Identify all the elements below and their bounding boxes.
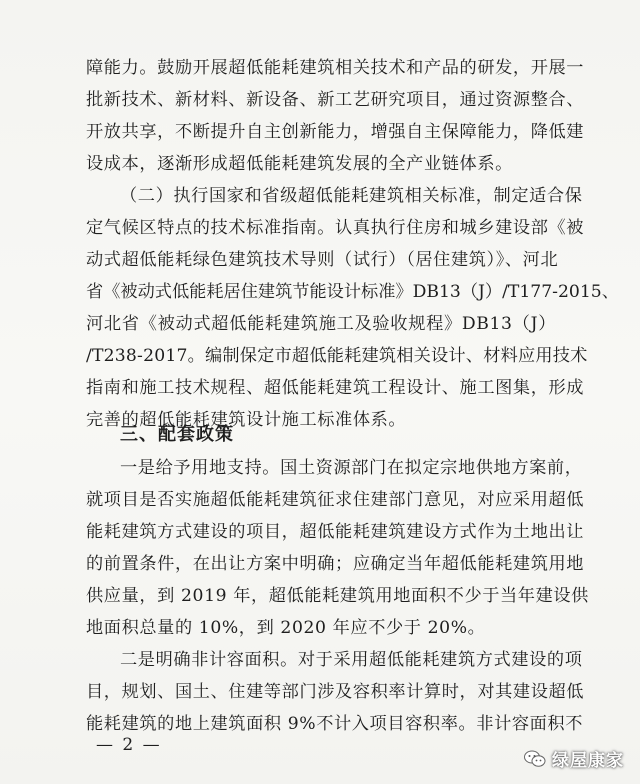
paragraph-line: 一是给予用地支持。国土资源部门在拟定宗地供地方案前， <box>120 458 583 478</box>
paragraph-line: 河北省《被动式超低能耗建筑施工及验收规程》DB13（J） <box>86 314 556 334</box>
section-heading: 三、配套政策 <box>120 424 234 445</box>
watermark <box>524 746 624 771</box>
paragraph-line: 开放共享，不断提升自主创新能力，增强自主保障能力，降低建 <box>86 122 585 142</box>
paragraph-line: 设成本，逐渐形成超低能耗建筑发展的全产业链体系。 <box>86 154 513 174</box>
paragraph-line: 批新技术、新材料、新设备、新工艺研究项目，通过资源整合、 <box>86 90 585 110</box>
paragraph-line: （二）执行国家和省级超低能耗建筑相关标准，制定适合保 <box>120 186 583 206</box>
paragraph-line: 动式超低能耗绿色建筑技术导则（试行）（居住建筑）》、河北 <box>86 250 559 270</box>
paragraph-line: 省《被动式低能耗居住建筑节能设计标准》DB13（J）/T177-2015、 <box>86 282 619 302</box>
paragraph-line: 完善的超低能耗建筑设计施工标准体系。 <box>86 410 407 430</box>
paragraph-line: 障能力。鼓励开展超低能耗建筑相关技术和产品的研发，开展一 <box>86 58 585 78</box>
paragraph-line: 指南和施工技术规程、超低能耗建筑工程设计、施工图集，形成 <box>86 378 585 398</box>
paragraph-line: 地面积总量的 10%，到 2020 年应不少于 20%。 <box>86 618 486 638</box>
paragraph-line: /T238-2017。编制保定市超低能耗建筑相关设计、材料应用技术 <box>86 346 588 366</box>
wechat-icon <box>524 750 546 768</box>
paragraph-line: 定气候区特点的技术标准指南。认真执行住房和城乡建设部《被 <box>86 218 585 238</box>
paragraph-line: 二是明确非计容面积。对于采用超低能耗建筑方式建设的项 <box>120 650 583 670</box>
paragraph-line: 的前置条件，在出让方案中明确；应确定当年超低能耗建筑用地 <box>86 554 585 574</box>
paragraph-line: 供应量，到 2019 年，超低能耗建筑用地面积不少于当年建设供 <box>86 586 589 606</box>
paragraph-line: 目，规划、国土、住建等部门涉及容积率计算时，对其建设超低 <box>86 682 585 702</box>
paragraph-line: 就项目是否实施超低能耗建筑征求住建部门意见，对应采用超低 <box>86 490 585 510</box>
paragraph-line: 能耗建筑的地上建筑面积 9%不计入项目容积率。非计容面积不 <box>86 714 584 734</box>
paragraph-line: 能耗建筑方式建设的项目，超低能耗建筑建设方式作为土地出让 <box>86 522 585 542</box>
page-number: — 2 — <box>96 735 162 755</box>
watermark-text: 绿屋康家 <box>552 751 624 771</box>
